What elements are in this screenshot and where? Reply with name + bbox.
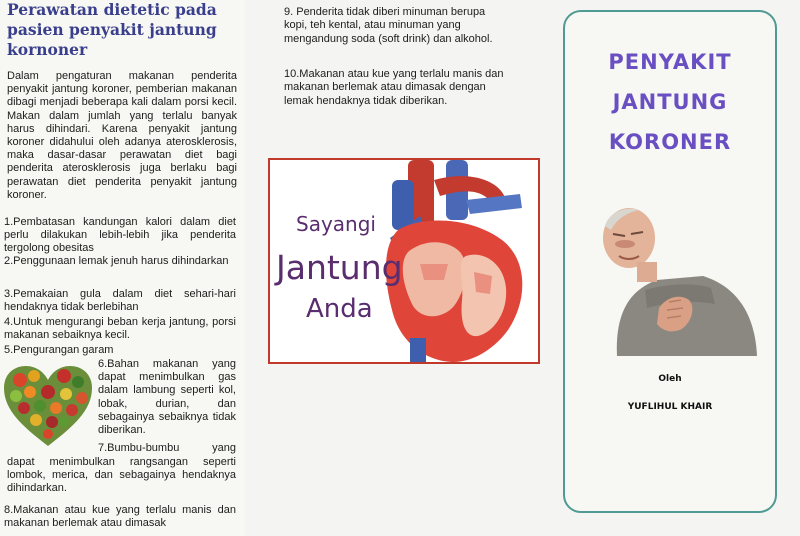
image-text-line-2: Jantung [276,248,403,287]
list-item-10: 10.Makanan atau kue yang terlalu manis dan makanan berlemak atau dimasak dengan lemak hendaknya tidak diberikan. [284,68,504,107]
section-title: Perawatan dietetic pada pasien penyakit jantung kornoner [7,0,217,59]
left-column [0,0,245,536]
cover-title-line-3: KORONER [608,130,732,154]
list-item-3: 3.Pemakaian gula dalam diet sehari-hari hendaknya tidak berlebihan [4,288,236,314]
image-text-line-1: Sayangi [296,212,376,236]
list-item-5: 5.Pengurangan garam [4,344,114,356]
list-item-4: 4.Untuk mengurangi beban kerja jantung, porsi makanan sebaiknya kecil. [4,316,236,342]
list-item-1: 1.Pembatasan kandungan kalori dalam diet perlu dilakukan lebih-lebih jika penderita tergolong obesitas [4,216,236,255]
heart-anatomy-image [268,158,540,364]
image-text-line-3: Anda [306,294,373,324]
list-item-7-head: 7.Bumbu-bumbu yang [98,442,236,454]
list-item-8: 8.Makanan atau kue yang terlalu manis dan makanan berlemak atau dimasak [4,504,236,530]
vegetable-heart-image [2,364,94,448]
list-item-6: 6.Bahan makanan yang dapat menimbulkan gas dalam lambung seperti kol, lobak, durian, dan sebagainya sebaiknya tidak diberikan. [98,358,236,437]
list-item-2: 2.Penggunaan lemak jenuh harus dihindarkan [4,255,229,267]
author-name: YUFLIHUL KHAIR [627,402,713,412]
man-chest-pain-image [585,204,761,356]
cover-panel [563,10,777,513]
middle-column [262,0,547,536]
by-label: Oleh [658,374,682,384]
list-item-7-rest: dapat menimbulkan rangsangan seperti lombok, merica, dan sebagainya hendaknya dihindarkan. [7,456,236,495]
cover-title-line-1: PENYAKIT [608,50,732,74]
intro-paragraph: Dalam pengaturan makanan penderita penyakit jantung koroner, pemberian makanan dibagi menjadi beberapa kali dalam porsi kecil. Makan dalam jumlah yang terlalu banyak harus dihindari. Karena penyakit jantung koroner didahului oleh adanya aterosklerosis, maka dasar-dasar perawatan diet bagi penderita aterosklerosis juga berlaku bagi perawatan diet penderita penyakit jantung koroner. [7,70,237,201]
list-item-9: 9. Penderita tidak diberi minuman berupa kopi, teh kental, atau minuman yang mengandung soda (soft drink) dan alkohol. [284,6,493,45]
cover-title-line-2: JANTUNG [612,90,728,114]
